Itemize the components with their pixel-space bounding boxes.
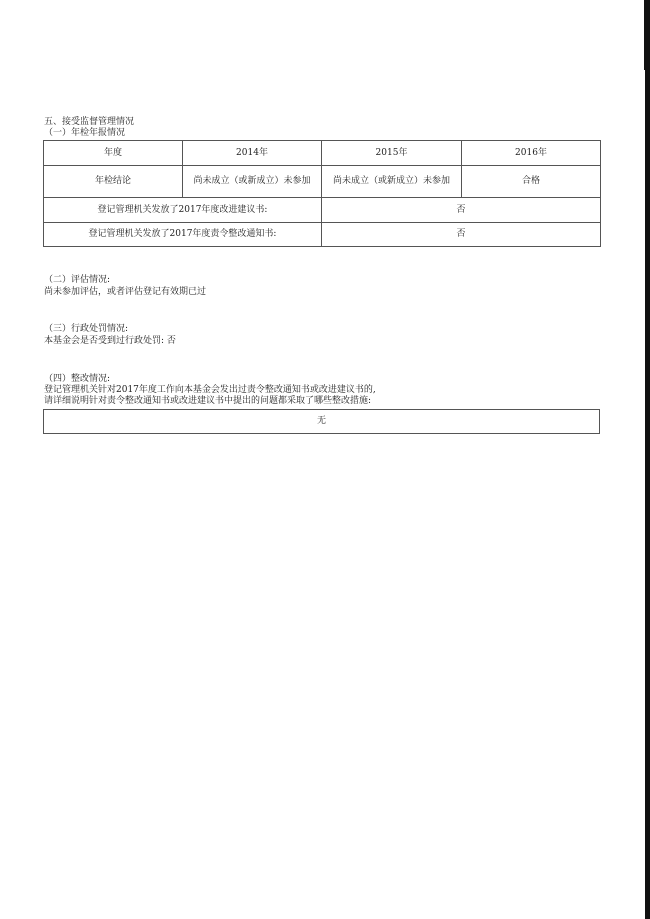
rectification-table [43, 409, 600, 434]
result-label: 年检结论 [44, 166, 183, 198]
rectification-answer: 无 [44, 410, 600, 434]
evaluation-text: 尚未参加评估，或者评估登记有效期已过 [44, 287, 207, 297]
header-cell-year: 年度 [44, 141, 183, 166]
page-edge-notch [644, 0, 645, 70]
header-cell-2015: 2015年 [322, 141, 462, 166]
page-edge-bar [645, 0, 650, 919]
evaluation-heading: （二）评估情况: [44, 275, 111, 285]
result-2014: 尚未成立（或新成立）未参加 [183, 166, 322, 198]
annual-inspection-table [43, 140, 601, 247]
header-cell-2016: 2016年 [462, 141, 601, 166]
notice-label: 登记管理机关发放了2017年度责令整改通知书: [44, 223, 322, 247]
notice-value: 否 [322, 223, 601, 247]
result-2016: 合格 [462, 166, 601, 198]
penalty-heading: （三）行政处罚情况: [44, 324, 129, 334]
section-title: 五、接受监督管理情况 [44, 117, 135, 127]
penalty-text: 本基金会是否受到过行政处罚: 否 [44, 336, 176, 346]
result-2015: 尚未成立（或新成立）未参加 [322, 166, 462, 198]
suggestion-label: 登记管理机关发放了2017年度改进建议书: [44, 198, 322, 223]
table-row-suggestion [44, 198, 601, 223]
table-header-row [44, 141, 601, 166]
table-row-result [44, 166, 601, 198]
suggestion-value: 否 [322, 198, 601, 223]
header-cell-2014: 2014年 [183, 141, 322, 166]
table-row-notice [44, 223, 601, 247]
rectification-line-2: 请详细说明针对责令整改通知书或改进建议书中提出的问题都采取了哪些整改措施: [44, 396, 372, 406]
rectification-line-1: 登记管理机关针对2017年度工作向本基金会发出过责令整改通知书或改进建议书的, [44, 385, 376, 395]
table-row [44, 410, 600, 434]
rectification-heading: （四）整改情况: [44, 374, 111, 384]
annual-inspection-heading: （一）年检年报情况 [44, 128, 126, 138]
